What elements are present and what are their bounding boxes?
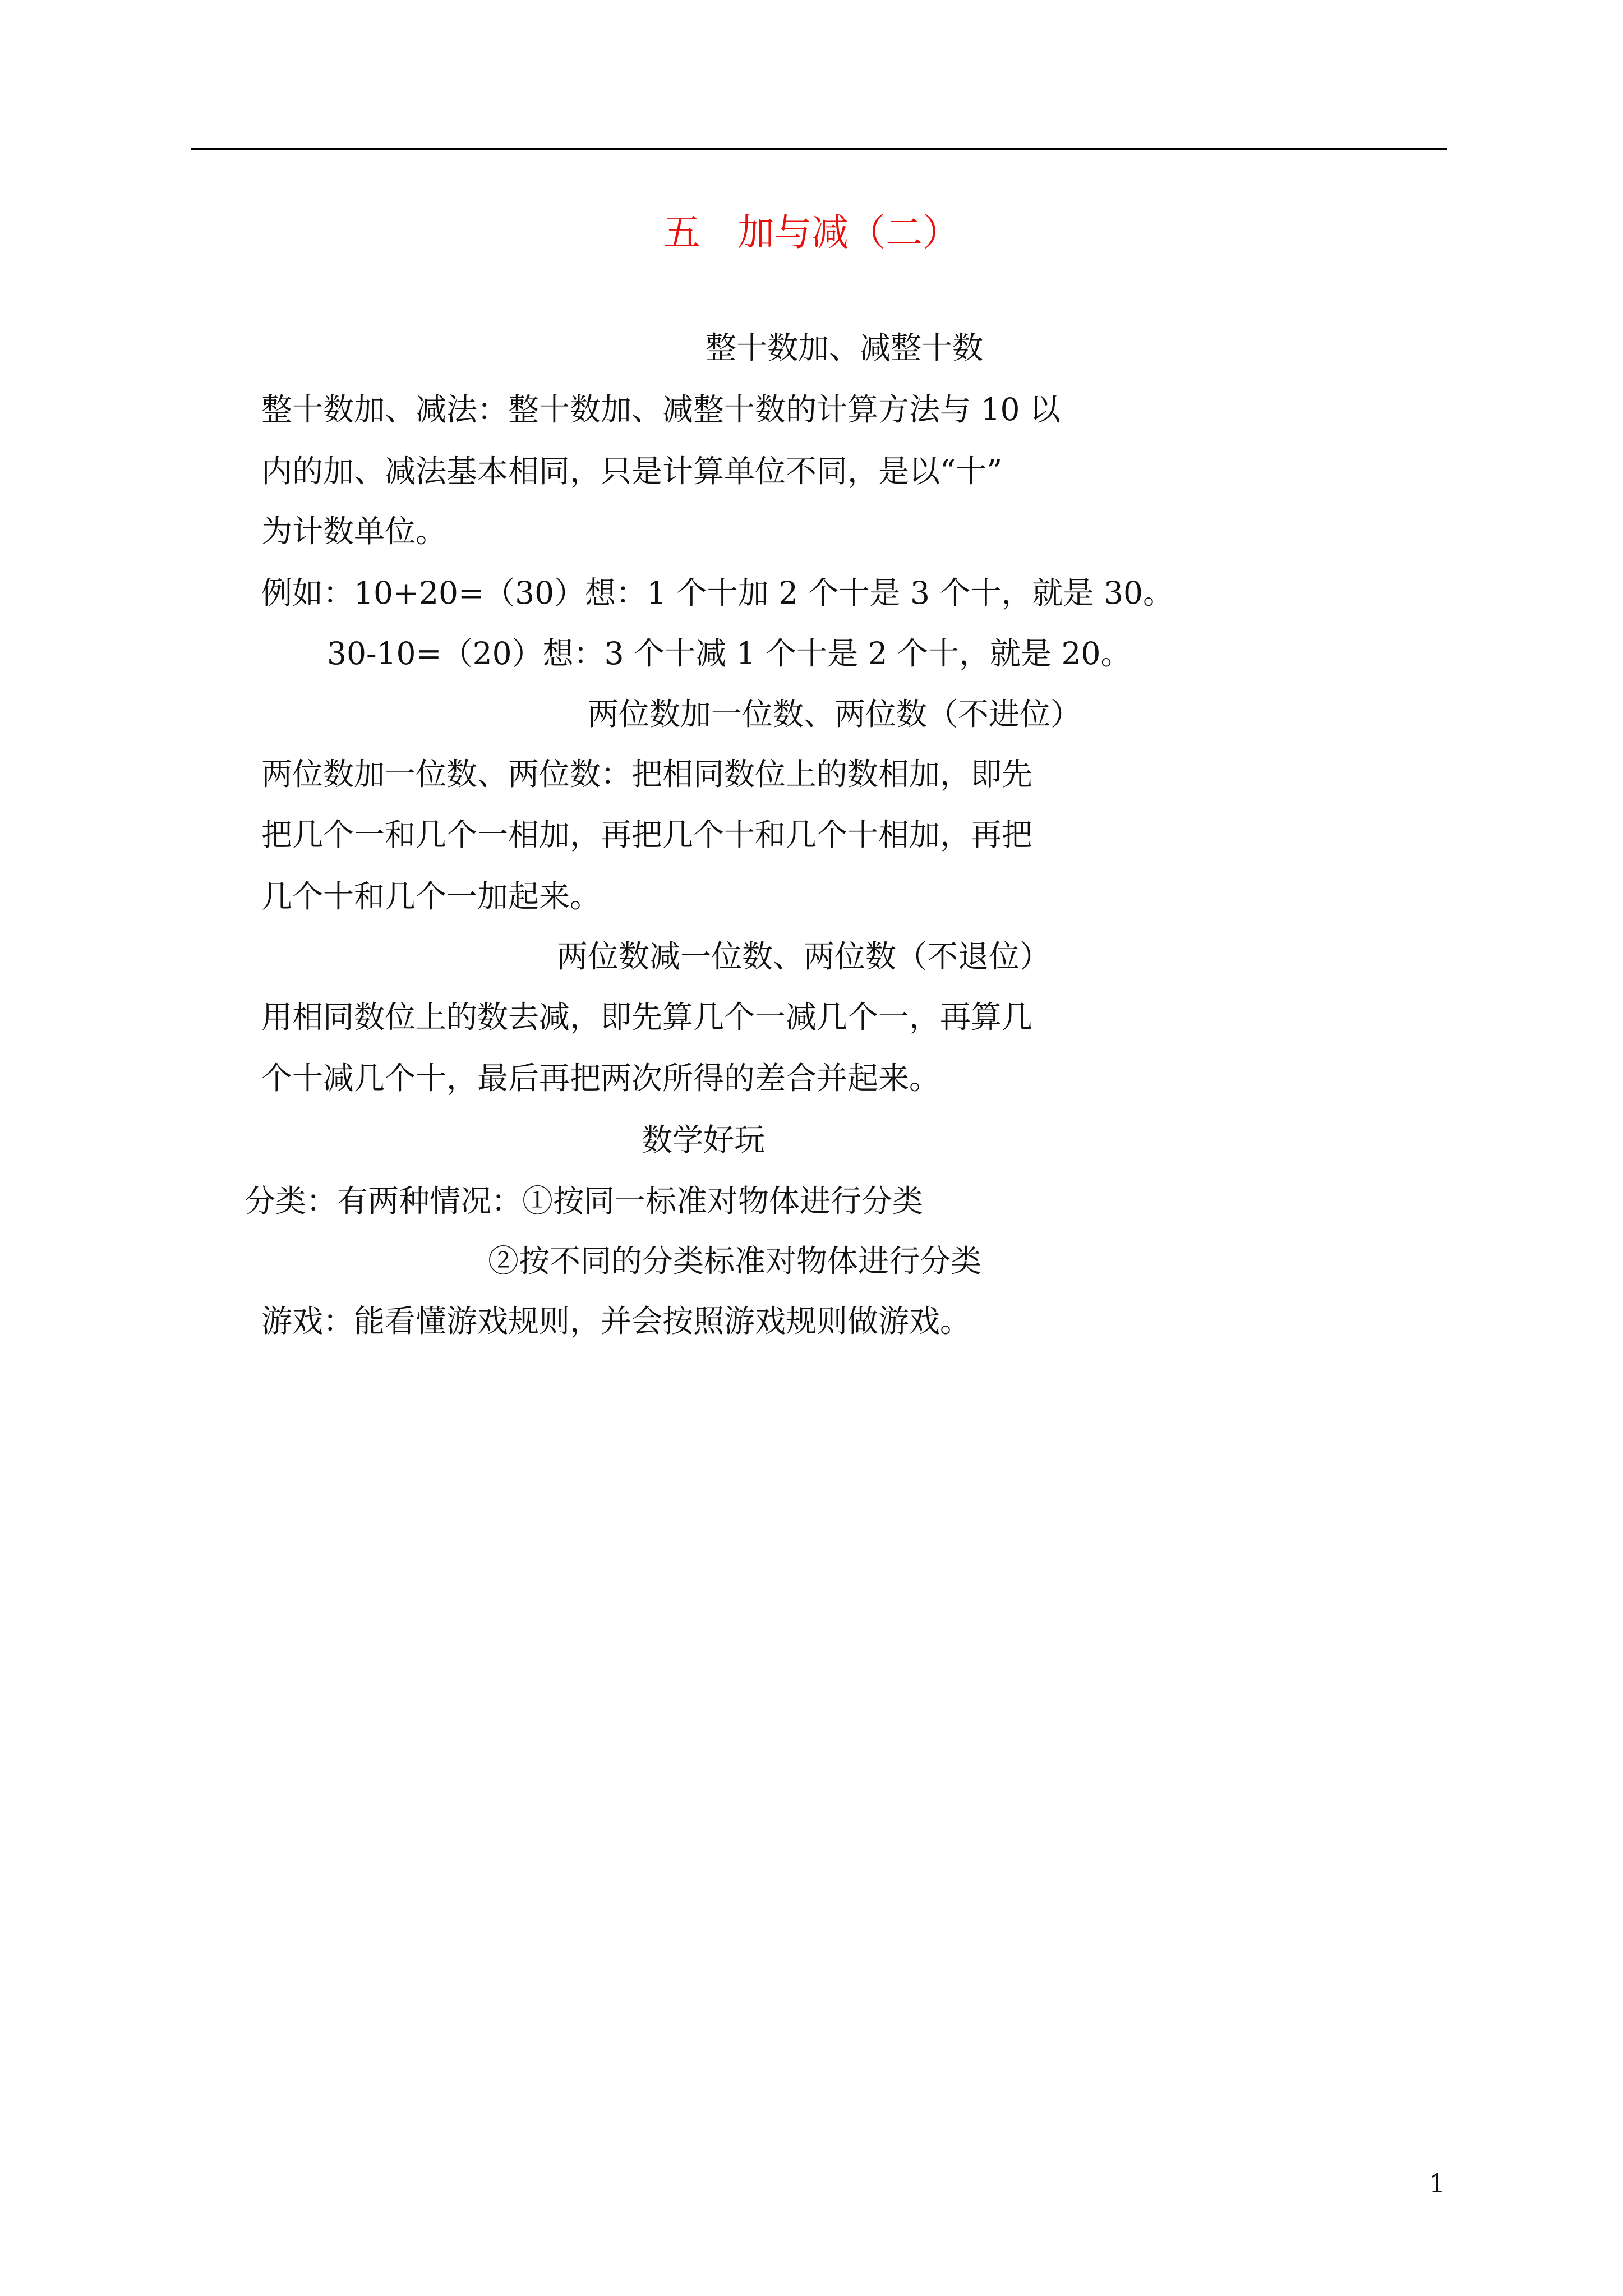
section-heading-3: 两位数减一位数、两位数（不退位） (557, 938, 1051, 974)
text-line: 分类：有两种情况：①按同一标准对物体进行分类 (245, 1183, 924, 1219)
section-heading-1: 整十数加、减整十数 (706, 330, 984, 366)
text-line: 个十减几个十，最后再把两次所得的差合并起来。 (261, 1060, 940, 1096)
text-line: 例如：10+20=（30）想：1 个十加 2 个十是 3 个十，就是 30。 (261, 575, 1174, 611)
text-line: 把几个一和几个一相加，再把几个十和几个十相加，再把 (261, 817, 1033, 853)
text-line: 为计数单位。 (261, 513, 447, 549)
text-line: 内的加、减法基本相同，只是计算单位不同，是以“十” (261, 453, 1003, 489)
text-line: 游戏：能看懂游戏规则，并会按照游戏规则做游戏。 (261, 1303, 971, 1339)
section-heading-4: 数学好玩 (642, 1122, 766, 1158)
page-number: 1 (1429, 2168, 1446, 2198)
section-heading-2: 两位数加一位数、两位数（不进位） (588, 696, 1082, 732)
text-line: ②按不同的分类标准对物体进行分类 (488, 1243, 982, 1279)
text-line: 30-10=（20）想：3 个十减 1 个十是 2 个十，就是 20。 (327, 636, 1132, 671)
text-line: 整十数加、减法：整十数加、减整十数的计算方法与 10 以 (261, 392, 1061, 427)
text-line: 用相同数位上的数去减，即先算几个一减几个一，再算几 (261, 999, 1033, 1035)
header-rule (191, 148, 1447, 150)
text-line: 几个十和几个一加起来。 (261, 878, 601, 914)
text-line: 两位数加一位数、两位数：把相同数位上的数相加，即先 (261, 756, 1033, 792)
page-title: 五 加与减（二） (663, 211, 960, 254)
